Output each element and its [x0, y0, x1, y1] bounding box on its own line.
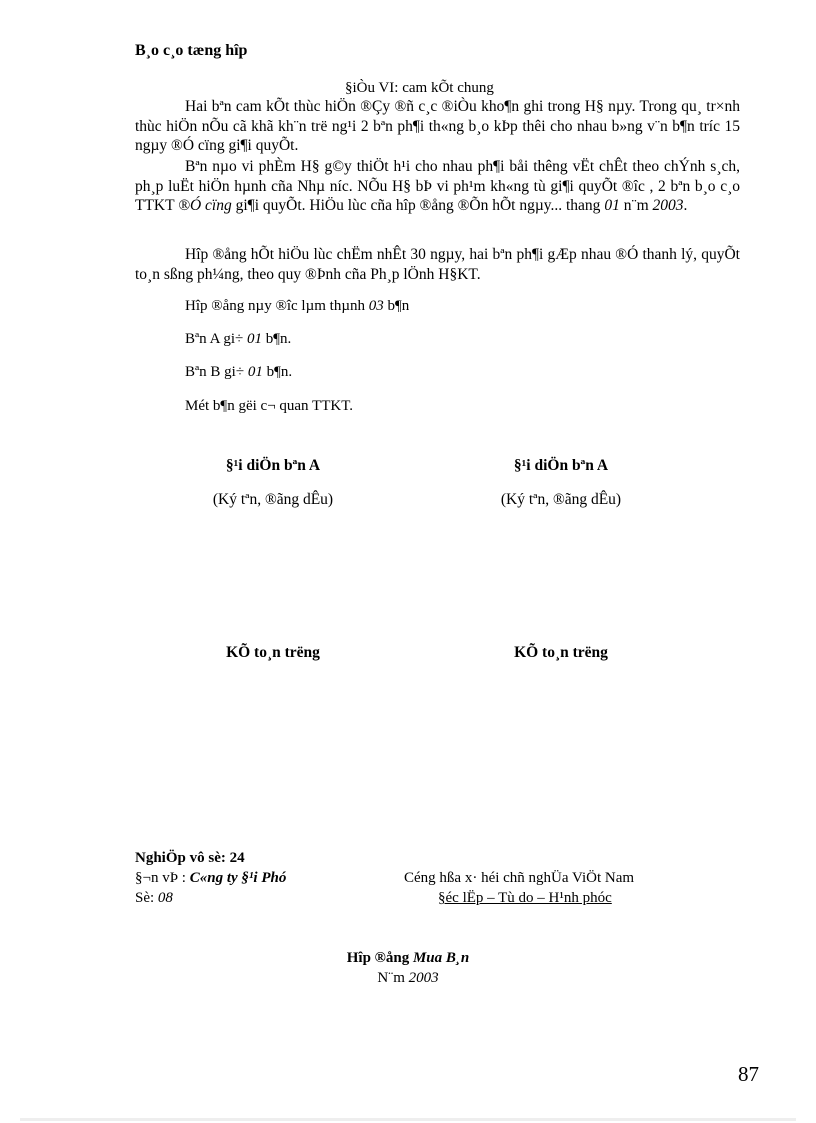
report-title: B¸o c¸o tæng hîp [135, 42, 248, 59]
signature-left [158, 457, 388, 509]
paragraph-expiry [135, 245, 740, 284]
accountant-right: KÕ to¸n trëng [514, 644, 608, 661]
page-number: 87 [738, 1062, 759, 1086]
accountant-left: KÕ to¸n trëng [226, 644, 320, 661]
signature-right [446, 457, 676, 509]
paragraph-commitment [135, 97, 740, 156]
party-a-copies: Bªn A gi÷ 01 b¶n. [185, 331, 292, 347]
unit-line: §¬n vÞ : C«ng ty §¹i Phó [135, 870, 287, 886]
contract-title: Hîp ®ång Mua B¸n [346, 950, 470, 966]
signature-right-note: (Ký tªn, ®ãng dÊu) [500, 491, 622, 508]
signature-left-title: §¹i diÖn bªn A [225, 457, 321, 474]
signature-left-note: (Ký tªn, ®ãng dÊu) [212, 491, 334, 508]
paragraph-text: Hai bªn cam kÕt thùc hiÖn ®Çy ®ñ c¸c ®iÒu kho¶n ghi trong H§ nµy. Trong qu¸ tr×nh thùc hiÖn nÕu cã khã kh¨n trë ng¹i 2 bªn ph¶i th«ng b¸o kÞp thêi cho nhau b»ng v¨n b¶n tríc 15 ngµy ®Ó cïng gi¶i quyÕt. [135, 98, 740, 154]
national-motto: §éc lËp – Tù do – H¹nh phóc [438, 890, 612, 906]
copies-line: Hîp ®ång nµy ®îc lµm thµnh 03 b¶n [185, 298, 410, 314]
number-line: Sè: 08 [135, 890, 173, 906]
paragraph-violation [135, 157, 740, 216]
signature-right-title: §¹i diÖn bªn A [513, 457, 609, 474]
article-heading: §iÒu VI: cam kÕt chung [345, 80, 494, 96]
party-b-copies: Bªn B gi÷ 01 b¶n. [185, 364, 293, 380]
filed-copy: Mét b¶n gëi c¬ quan TTKT. [185, 398, 353, 414]
paragraph-text: Hîp ®ång hÕt hiÖu lùc chËm nhÊt 30 ngµy, hai bªn ph¶i gÆp nhau ®Ó thanh lý, quyÕt to¸n sßng ph¼ng, theo quy ®Þnh cña Ph¸p lÖnh H§KT. [135, 246, 740, 283]
business-number: NghiÖp vô sè: 24 [135, 850, 245, 866]
page-bottom-edge [20, 1118, 796, 1121]
paragraph-text: Bªn nµo vi phÈm H§ g©y thiÖt h¹i cho nhau ph¶i båi thêng vËt chÊt theo chÝnh s¸ch, ph¸p luËt hiÖn hµnh cña Nhµ níc. NÕu H§ bÞ vi ph¹m kh«ng tù gi¶i quyÕt ®îc , 2 bªn b¸o c¸o TTKT ®Ó cïng gi¶i quyÕt. HiÖu lùc cña hîp ®ång ®Õn hÕt ngµy... thang 01 n¨m 2003. [135, 158, 740, 214]
republic-name: Céng hßa x· héi chñ nghÜa ViÖt Nam [404, 870, 635, 886]
contract-year: N¨m 2003 [377, 970, 439, 986]
